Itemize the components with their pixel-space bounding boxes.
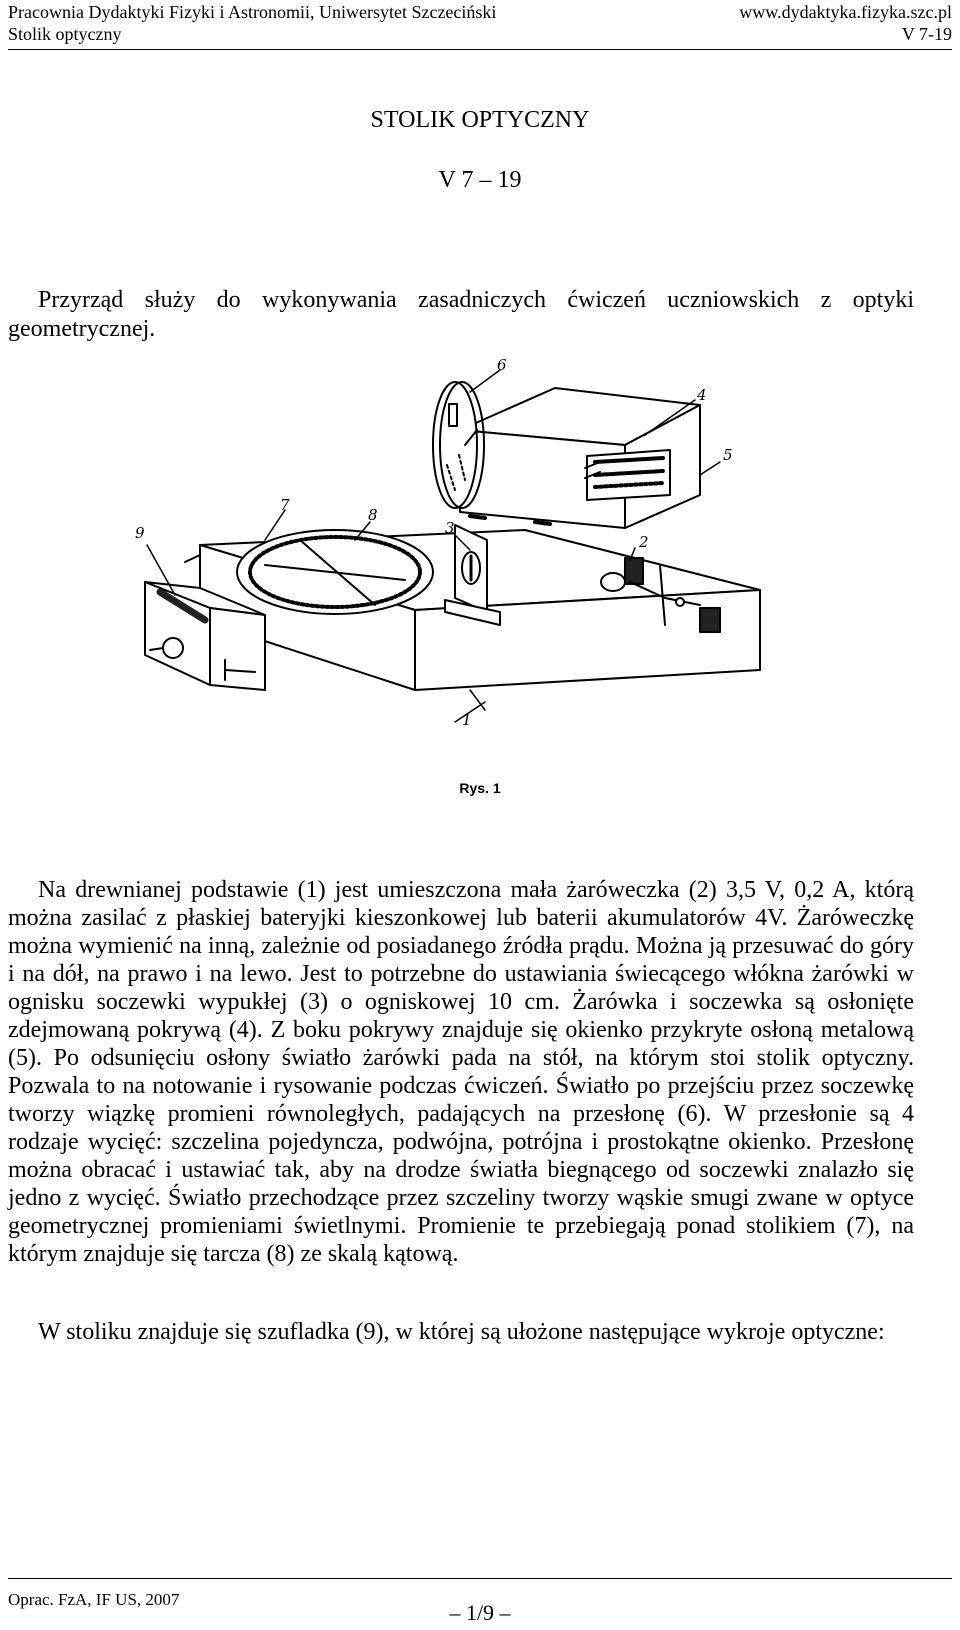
cover-box xyxy=(460,388,700,528)
label-2: 2 xyxy=(639,533,649,551)
label-4: 4 xyxy=(697,386,707,404)
header-code: V 7-19 xyxy=(901,24,952,44)
label-3: 3 xyxy=(445,519,455,537)
drawer-paragraph: W stoliku znajduje się szufladka (9), w której są ułożone następujące wykroje optyczne: xyxy=(38,1319,885,1345)
document-title: STOLIK OPTYCZNY xyxy=(370,107,590,133)
figure-caption: Rys. 1 xyxy=(459,780,501,796)
label-8: 8 xyxy=(368,506,378,524)
intro-paragraph: Przyrząd służy do wykonywania zasadniczych ćwiczeń uczniowskich z optyki geometrycznej. xyxy=(8,287,914,342)
header-divider xyxy=(8,49,952,50)
label-7: 7 xyxy=(280,496,290,514)
footer-divider xyxy=(8,1578,952,1579)
label-9: 9 xyxy=(135,524,145,542)
description-paragraph: Na drewnianej podstawie (1) jest umieszczona mała żaróweczka (2) 3,5 V, 0,2 A, którą można zasilać z płaskiej bateryjki kieszonkowej lub baterii akumulatorów 4V. Żaróweczkę można wymienić na inną, zależnie od posiadanego źródła prądu. Można ją przesuwać do góry i na dół, na prawo i na lewo. Jest to potrzebne do ustawiania świecącego włókna żarówki w ognisku soczewki wypukłej (3) o ogniskowej 10 cm. Żarówka i soczewka są osłonięte zdejmowaną pokrywą (4). Z boku pokrywy znajduje się okienko przykryte osłoną metalową (5). Po odsunięciu osłony światło żarówki pada na stół, na którym stoi stolik optyczny. Pozwala to na notowanie i rysowanie podczas ćwiczeń. Światło po przejściu przez soczewkę tworzy wiązkę promieni równoległych, padających na przesłonę (6). W przesłonie są 4 rodzaje wycięć: szczelina pojedyncza, podwójna, potrójna i prostokątne okienko. Przesłonę można obracać i ustawiać tak, aby na drodze światła biegnącego od soczewki znalazło się jedno z wycięć. Światło przechodzące przez szczeliny tworzy wąskie smugi zwane w optyce geometrycznej promieniami świetlnymi. Promienie te przebiegają ponad stolikiem (7), na którym znajduje się tarcza (8) ze skalą kątową. xyxy=(8,877,914,1267)
optical-table-figure xyxy=(125,350,805,770)
footer-author: Oprac. FzA, IF US, 2007 xyxy=(8,1590,180,1609)
metal-shield xyxy=(587,450,670,500)
document-code: V 7 – 19 xyxy=(438,167,522,193)
angle-disk xyxy=(237,530,433,614)
page-number: – 1/9 – xyxy=(449,1600,511,1625)
header-institution: Pracownia Dydaktyki Fizyki i Astronomii, Uniwersytet Szczeciński xyxy=(8,2,497,22)
label-1: 1 xyxy=(462,711,472,729)
header-subject: Stolik optyczny xyxy=(8,24,122,44)
label-5: 5 xyxy=(723,446,733,464)
header-website: www.dydaktyka.fizyka.szc.pl xyxy=(739,2,952,22)
label-6: 6 xyxy=(497,356,507,374)
